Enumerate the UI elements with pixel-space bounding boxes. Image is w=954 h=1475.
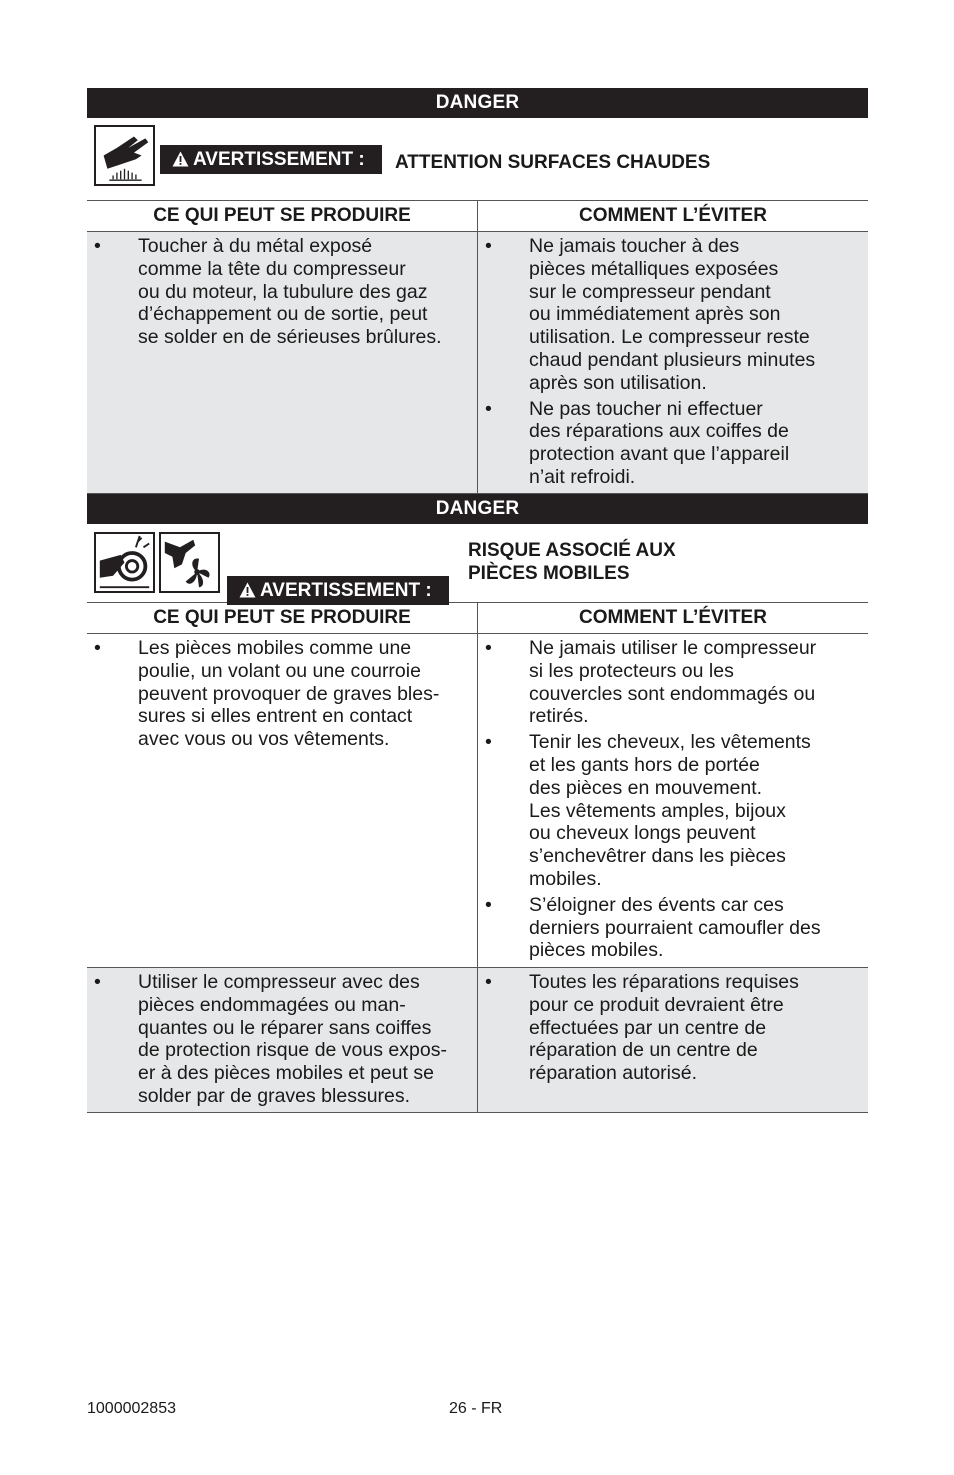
moving-parts-section [87, 494, 868, 1113]
list-item: • Ne jamais utiliser le compresseur si les protecteurs ou les couvercles sont endommagés ou retirés. [478, 637, 868, 728]
fan-hand-icon [159, 532, 220, 593]
bullet: • [485, 731, 492, 754]
list-item: • S’éloigner des évents car ces derniers pourraient camoufler des pièces mobiles. [478, 894, 868, 962]
list-item: • Ne pas toucher ni effectuer des réparations aux coiffes de protection avant que l’appareil n’ait refroidi. [478, 398, 868, 489]
warning-triangle-icon [239, 578, 256, 607]
bullet: • [485, 971, 492, 993]
table-row [87, 232, 868, 494]
column-header-what-can-happen: CE QUI PEUT SE PRODUIRE [87, 201, 478, 232]
hot-surface-section [87, 88, 868, 494]
warning-triangle-icon [172, 147, 189, 176]
hazard-table [87, 602, 868, 1113]
how-to-prevent-cell [478, 634, 869, 968]
hot-surface-hand-icon [94, 125, 155, 186]
table-row [87, 968, 868, 1113]
hazard-table [87, 200, 868, 494]
warning-row [87, 118, 868, 200]
list-item: • Tenir les cheveux, les vêtements et les gants hors de portée des pièces en mouvement. Les vêtements amples, bijoux ou cheveux longs peuvent s’enchevêtrer dans les pièces mobiles. [478, 731, 868, 891]
column-header-how-to-prevent: COMMENT L’ÉVITER [478, 603, 869, 634]
warning-label-text: AVERTISSEMENT : [260, 580, 432, 601]
hazard-title: ATTENTION SURFACES CHAUDES [395, 152, 711, 173]
column-header-how-to-prevent: COMMENT L’ÉVITER [478, 201, 869, 232]
warning-row [87, 524, 868, 602]
page-number: 26 - FR [449, 1400, 503, 1417]
list-item: • Les pièces mobiles comme une poulie, un volant ou une courroie peuvent provoquer de graves bles- sures si elles entrent en contact avec vous ou vos vêtements. [87, 637, 477, 751]
danger-banner: DANGER [87, 88, 868, 118]
bullet: • [485, 397, 492, 420]
bullet: • [94, 971, 101, 993]
table-row [87, 634, 868, 968]
bullet: • [485, 235, 492, 257]
bullet: • [485, 637, 492, 659]
what-can-happen-cell [87, 232, 478, 494]
list-item: • Toutes les réparations requises pour ce produit devraient être effectuées par un centre de réparation de un centre de réparation autorisé. [478, 971, 868, 1085]
column-header-what-can-happen: CE QUI PEUT SE PRODUIRE [87, 603, 478, 634]
warning-label-text: AVERTISSEMENT : [193, 149, 365, 170]
what-can-happen-cell [87, 634, 478, 968]
warning-label [227, 576, 449, 605]
warning-label [160, 145, 382, 174]
bullet: • [94, 235, 101, 257]
bullet: • [94, 637, 101, 659]
danger-banner: DANGER [87, 494, 868, 524]
list-item: • Ne jamais toucher à des pièces métalliques exposées sur le compresseur pendant ou immédiatement après son utilisation. Le compresseur reste chaud pendant plusieurs minutes après son utilisation. [478, 235, 868, 395]
list-item: • Toucher à du métal exposé comme la tête du compresseur ou du moteur, la tubulure des gaz d’échappement ou de sortie, peut se solder en de sérieuses brûlures. [87, 235, 477, 349]
what-can-happen-cell [87, 968, 478, 1113]
rotating-pulley-hand-icon [94, 532, 155, 593]
bullet: • [485, 893, 492, 916]
hazard-title: RISQUE ASSOCIÉ AUX PIÈCES MOBILES [468, 540, 676, 584]
document-number: 1000002853 [87, 1400, 176, 1417]
list-item: • Utiliser le compresseur avec des pièces endommagées ou man- quantes ou le réparer sans coiffes de protection risque de vous expos- er à des pièces mobiles et peut se solder par de graves blessures. [87, 971, 477, 1108]
how-to-prevent-cell [478, 232, 869, 494]
how-to-prevent-cell [478, 968, 869, 1113]
